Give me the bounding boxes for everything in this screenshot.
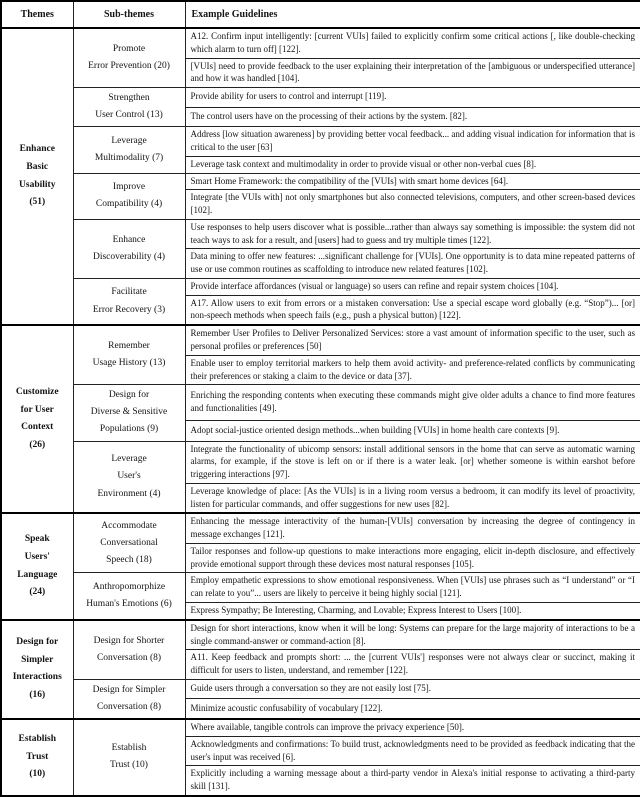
guideline-cell: A12. Confirm input intelligently: [current VUIs] failed to explicitly confirm some critical actions [, like double-checking which alarm to turn off] [122]. <box>185 28 640 58</box>
subtheme-cell: Promote Error Prevention (20) <box>73 28 185 88</box>
guideline-cell: Guide users through a conversation so they are not easily lost [75]. <box>185 679 640 699</box>
guideline-cell: Explicitly including a warning message about a third-party vendor in Alexa's initial response to activating a third-party skill [131]. <box>185 766 640 796</box>
table-row <box>1 88 640 108</box>
subtheme-cell: Design for Diverse & Sensitive Populations (9) <box>73 385 185 441</box>
table-body <box>1 28 640 796</box>
guideline-cell: Enhancing the message interactivity of the human-[VUIs] conversation by increasing the degree of contingency in message exchanges [121]. <box>185 513 640 543</box>
table-row <box>1 28 640 58</box>
theme-cell: Establish Trust (10) <box>1 719 73 796</box>
guideline-cell: The control users have on the processing of their actions by the system. [82]. <box>185 107 640 127</box>
subtheme-cell: Leverage Multimodality (7) <box>73 127 185 173</box>
guideline-cell: Provide ability for users to control and interrupt [119]. <box>185 88 640 108</box>
table-row <box>1 173 640 190</box>
column-header-guidelines: Example Guidelines <box>185 1 640 28</box>
guideline-cell: Integrate [the VUIs with] not only smartphones but also connected televisions, computers, and other screen-based devices [102]. <box>185 190 640 220</box>
subtheme-cell: Leverage User's Environment (4) <box>73 441 185 513</box>
subtheme-cell: Strengthen User Control (13) <box>73 88 185 127</box>
table-row <box>1 385 640 421</box>
subtheme-cell: Facilitate Error Recovery (3) <box>73 278 185 325</box>
subtheme-cell: Accommodate Conversational Speech (18) <box>73 513 185 573</box>
guideline-cell: Data mining to offer new features: ...significant challenge for [VUIs]. One opportunity is to data mine repeated patterns of use or use common routines as scaffolding to introduce new related features [102]. <box>185 249 640 279</box>
table-row <box>1 325 640 355</box>
guideline-cell: Enriching the responding contents when executing these commands might give older adults a chance to find more features and functionalities [49]. <box>185 385 640 421</box>
guideline-cell: Provide interface affordances (visual or language) so users can refine and repair system choices [104]. <box>185 278 640 295</box>
guideline-cell: Where available, tangible controls can improve the privacy experience [50]. <box>185 719 640 736</box>
guideline-cell: Use responses to help users discover what is possible...rather than always say something is impossible: the system did not teach ways to ask for a result, and [users] had to guess and try multiple times [122]. <box>185 219 640 249</box>
guideline-cell: Minimize acoustic confusability of vocabulary [122]. <box>185 699 640 719</box>
theme-cell: Customize for User Context (26) <box>1 325 73 513</box>
guideline-cell: Adopt social-justice oriented design methods...when building [VUIs] in home health care contexts [9]. <box>185 421 640 441</box>
guideline-cell: Leverage knowledge of place: [As the VUIs] is in a living room versus a bedroom, it can modify its level of proactivity, listen for particular commands, and offer suggestions for new uses [82]. <box>185 483 640 513</box>
subtheme-cell: Enhance Discoverability (4) <box>73 219 185 278</box>
guideline-cell: Acknowledgments and confirmations: To build trust, acknowledgments need to be provided as feedback indicating that the user's input was received [6]. <box>185 736 640 766</box>
guideline-cell: A17. Allow users to exit from errors or a mistaken conversation: Use a special escape word globally (e.g. “Stop”)... [or] non-speech methods when speech fails (e.g., push a physical button) [122]. <box>185 295 640 325</box>
column-header-themes: Themes <box>1 1 73 28</box>
header-row <box>1 1 640 28</box>
guideline-cell: Design for short interactions, know when it will be long: Systems can prepare for the large majority of interactions to be a single command-answer or command-action [8]. <box>185 620 640 650</box>
guideline-cell: Express Sympathy; Be Interesting, Charming, and Lovable; Express Interest to Users [100]. <box>185 602 640 619</box>
subtheme-cell: Design for Shorter Conversation (8) <box>73 620 185 680</box>
guideline-cell: Enable user to employ territorial markers to help them avoid activity- and preference-related conflicts by communicating their preferences or staking a claim to the device or data [37]. <box>185 355 640 385</box>
table-row <box>1 679 640 699</box>
theme-cell: Enhance Basic Usability (51) <box>1 28 73 325</box>
guideline-cell: Smart Home Framework: the compatibility of the [VUIs] with smart home devices [64]. <box>185 173 640 190</box>
guideline-cell: Tailor responses and follow-up questions to make interactions more engaging, elicit in-depth disclosure, and effectively provide emotional support through these devices most natural responses [105]. <box>185 543 640 573</box>
subtheme-cell: Improve Compatibility (4) <box>73 173 185 219</box>
table-row <box>1 620 640 650</box>
table-row <box>1 573 640 603</box>
table-row <box>1 278 640 295</box>
table-row <box>1 719 640 736</box>
subtheme-cell: Design for Simpler Conversation (8) <box>73 679 185 719</box>
guideline-cell: Leverage task context and multimodality in order to provide visual or other non-verbal cues [8]. <box>185 156 640 173</box>
table-row <box>1 127 640 157</box>
table-row <box>1 441 640 483</box>
subtheme-cell: Remember Usage History (13) <box>73 325 185 385</box>
theme-cell: Design for Simpler Interactions (16) <box>1 620 73 719</box>
table-row <box>1 219 640 249</box>
guideline-cell: A11. Keep feedback and prompts short: ... the [current VUIs'] responses were not always clear or succinct, making it difficult for users to listen, understand, and remember [122]. <box>185 650 640 680</box>
guideline-cell: Employ empathetic expressions to show emotional responsiveness. When [VUIs] use phrases such as “I understand” or “I can relate to you”... users are likely to perceive it being highly social [121]. <box>185 573 640 603</box>
guideline-cell: [VUIs] need to provide feedback to the user explaining their interpretation of the [ambiguous or underspecified utterance] and how it was handled [104]. <box>185 58 640 88</box>
guideline-cell: Integrate the functionality of ubicomp sensors: install additional sensors in the home that can serve as automatic warning alarms, for example, if the stove is left on or if there is a water leak. [or] whether someone is within earshot before triggering interactions [97]. <box>185 441 640 483</box>
theme-cell: Speak Users' Language (24) <box>1 513 73 619</box>
guideline-cell: Address [low situation awareness] by providing better vocal feedback... and adding visual indication for information that is critical to the user [63] <box>185 127 640 157</box>
subtheme-cell: Establish Trust (10) <box>73 719 185 796</box>
subtheme-cell: Anthropomorphize Human's Emotions (6) <box>73 573 185 620</box>
guideline-cell: Remember User Profiles to Deliver Personalized Services: store a vast amount of information specific to the user, such as personal profiles or preferences [50] <box>185 325 640 355</box>
column-header-subthemes: Sub-themes <box>73 1 185 28</box>
table-row <box>1 513 640 543</box>
